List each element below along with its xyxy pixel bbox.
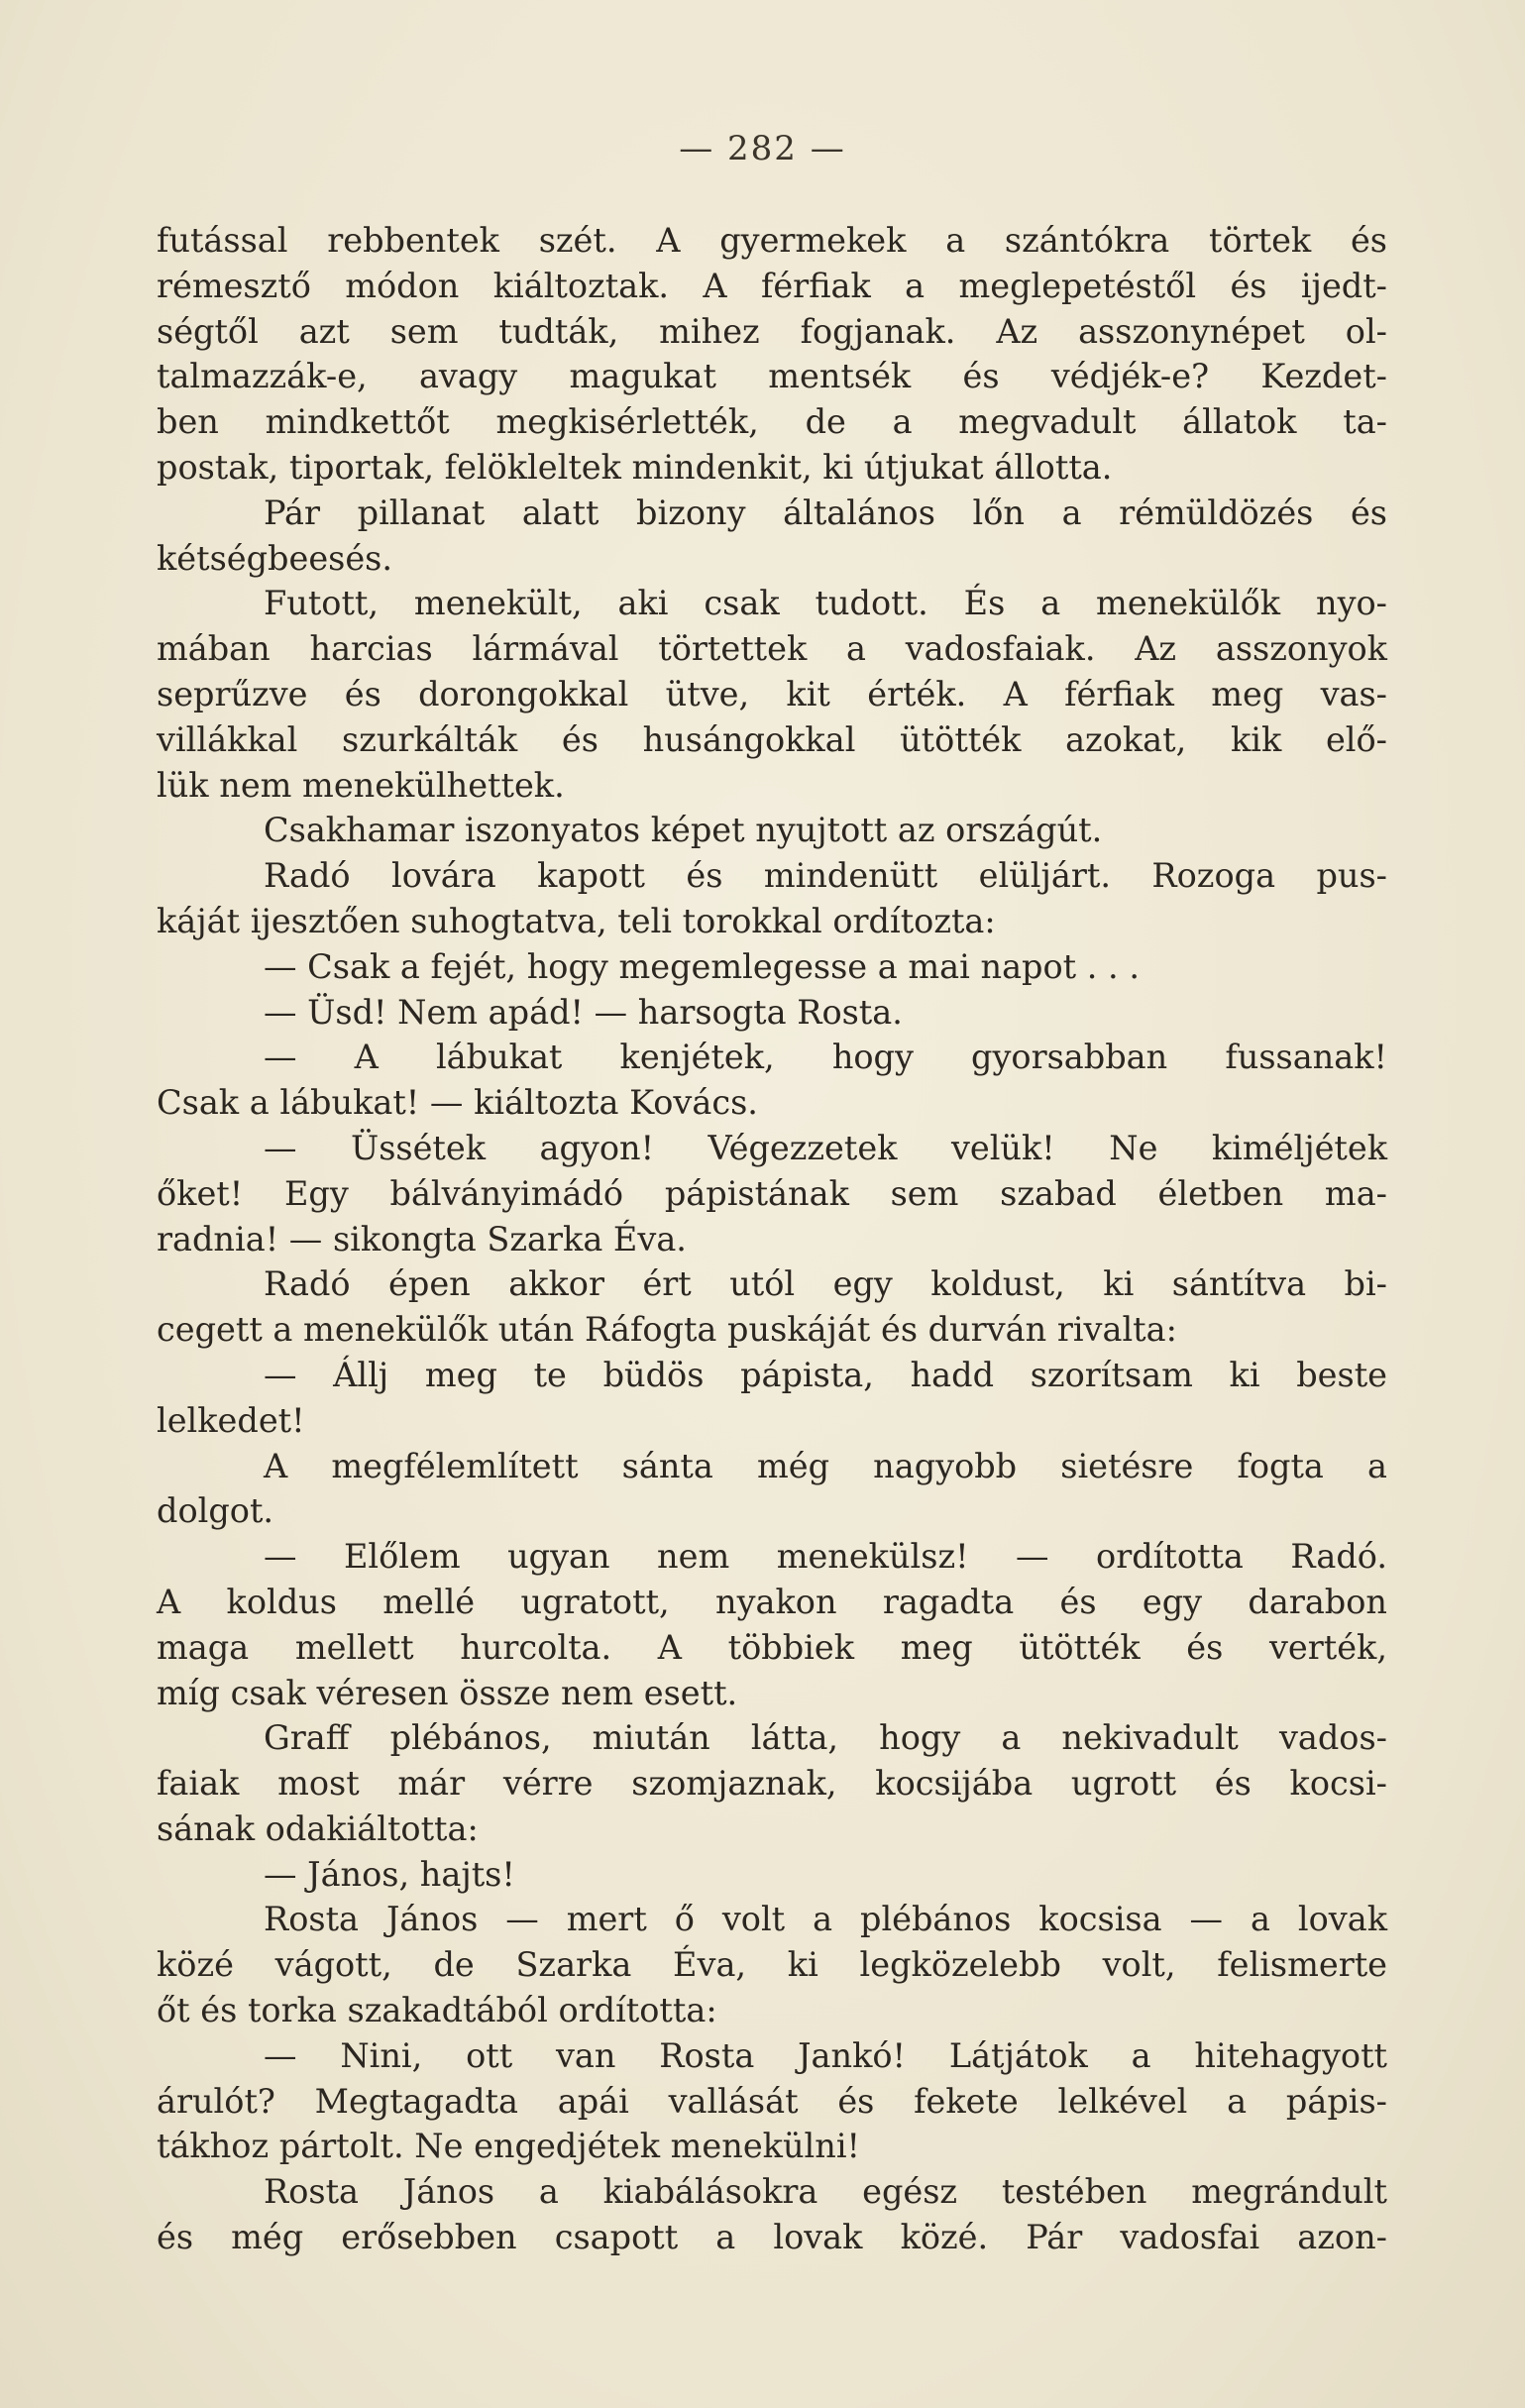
- text-line: — Üssétek agyon! Végezzetek velük! Ne kiméljétek: [264, 1128, 1387, 1167]
- text-line: őket! Egy bálványimádó pápistának sem szabad életben ma-: [157, 1173, 1387, 1213]
- text-line: Csak a lábukat! — kiáltozta Kovács.: [157, 1083, 758, 1123]
- text-line: Rosta János a kiabálásokra egész testében megrándult: [264, 2172, 1387, 2212]
- text-line: postak, tiportak, felökleltek mindenkit, ki útjukat állotta.: [157, 447, 1113, 487]
- paragraph: [157, 1035, 1387, 1126]
- text-line: Rosta János — mert ő volt a plébános kocsisa — a lovak: [264, 1900, 1387, 1939]
- paragraph: [157, 853, 1387, 944]
- text-line: Radó épen akkor ért utól egy koldust, ki sántítva bi-: [264, 1264, 1387, 1304]
- text-line: sának odakiáltotta:: [157, 1808, 479, 1848]
- paragraph: [157, 1126, 1387, 1261]
- text-line: Graff plébános, miután látta, hogy a nekivadult vados-: [264, 1718, 1387, 1758]
- text-line: — János, hajts!: [264, 1854, 515, 1894]
- text-line: lük nem menekülhettek.: [157, 765, 565, 805]
- text-line: ségtől azt sem tudták, mihez fogjanak. Az asszonynépet ol-: [157, 311, 1387, 351]
- paragraph: [157, 944, 1387, 990]
- text-line: ben mindkettőt megkisérlették, de a megvadult állatok ta-: [157, 402, 1387, 442]
- text-line: radnia! — sikongta Szarka Éva.: [157, 1219, 687, 1259]
- paragraph: [157, 990, 1387, 1036]
- text-line: míg csak véresen össze nem esett.: [157, 1673, 738, 1712]
- text-line: cegett a menekülők után Ráfogta puskáját és durván rivalta:: [157, 1310, 1177, 1350]
- text-line: faiak most már vérre szomjaznak, kocsijába ugrott és kocsi-: [157, 1764, 1387, 1804]
- text-line: rémesztő módon kiáltoztak. A férfiak a meglepetéstől és ijedt-: [157, 266, 1387, 305]
- text-line: lelkedet!: [157, 1400, 305, 1440]
- paragraph: [157, 581, 1387, 808]
- text-line: — Előlem ugyan nem menekülsz! — ordította Radó.: [264, 1537, 1387, 1577]
- text-line: — Nini, ott van Rosta Jankó! Látjátok a hitehagyott: [264, 2035, 1387, 2075]
- text-line: seprűzve és dorongokkal ütve, kit érték. A férfiak meg vas-: [157, 674, 1387, 713]
- text-line: és még erősebben csapott a lovak közé. Pár vadosfai azon-: [157, 2218, 1387, 2257]
- body-text: [157, 218, 1387, 2260]
- text-line: Futott, menekült, aki csak tudott. És a menekülők nyo-: [264, 584, 1387, 623]
- paragraph: [157, 808, 1387, 853]
- text-line: árulót? Megtagadta apái vallását és fekete lelkével a pápis-: [157, 2081, 1387, 2121]
- paragraph: [157, 2033, 1387, 2169]
- paragraph: [157, 1852, 1387, 1898]
- text-line: — Üsd! Nem apád! — harsogta Rosta.: [264, 992, 903, 1032]
- text-line: villákkal szurkálták és husángokkal ütötték azokat, kik elő-: [157, 719, 1387, 759]
- text-line: káját ijesztően suhogtatva, teli torokkal ordítozta:: [157, 901, 996, 940]
- page-number: — 282 —: [679, 129, 846, 168]
- text-line: — A lábukat kenjétek, hogy gyorsabban fussanak!: [264, 1038, 1387, 1077]
- text-line: talmazzák-e, avagy magukat mentsék és védjék-e? Kezdet-: [157, 357, 1387, 396]
- text-line: maga mellett hurcolta. A többiek meg ütötték és verték,: [157, 1627, 1387, 1667]
- text-line: tákhoz pártolt. Ne engedjétek menekülni!: [157, 2127, 860, 2166]
- text-line: őt és torka szakadtából ordította:: [157, 1991, 717, 2030]
- text-line: kétségbeesés.: [157, 538, 393, 578]
- paragraph: [157, 1580, 1387, 1715]
- paragraph: [157, 1261, 1387, 1353]
- text-line: — Csak a fejét, hogy megemlegesse a mai napot . . .: [264, 946, 1141, 986]
- paragraph: [157, 2169, 1387, 2260]
- text-line: Radó lovára kapott és mindenütt elüljárt. Rozoga pus-: [264, 856, 1387, 896]
- paragraph: [157, 218, 1387, 491]
- paragraph: [157, 1353, 1387, 1444]
- paragraph: [157, 1715, 1387, 1851]
- text-line: A megfélemlített sánta még nagyobb sietésre fogta a: [264, 1446, 1387, 1485]
- paragraph: [157, 1897, 1387, 2032]
- paragraph: [157, 491, 1387, 582]
- paragraph: [157, 1534, 1387, 1580]
- text-line: Csakhamar iszonyatos képet nyujtott az országút.: [264, 811, 1103, 850]
- text-line: közé vágott, de Szarka Éva, ki legközelebb volt, felismerte: [157, 1945, 1387, 1985]
- paragraph: [157, 1444, 1387, 1535]
- text-line: — Állj meg te büdös pápista, hadd szorítsam ki beste: [264, 1355, 1387, 1394]
- text-line: Pár pillanat alatt bizony általános lőn a rémüldözés és: [264, 493, 1387, 532]
- text-line: dolgot.: [157, 1491, 274, 1531]
- text-line: futással rebbentek szét. A gyermekek a szántókra törtek és: [157, 221, 1387, 260]
- text-line: A koldus mellé ugratott, nyakon ragadta és egy darabon: [157, 1582, 1387, 1621]
- text-line: mában harcias lármával törtettek a vadosfaiak. Az asszonyok: [157, 629, 1387, 669]
